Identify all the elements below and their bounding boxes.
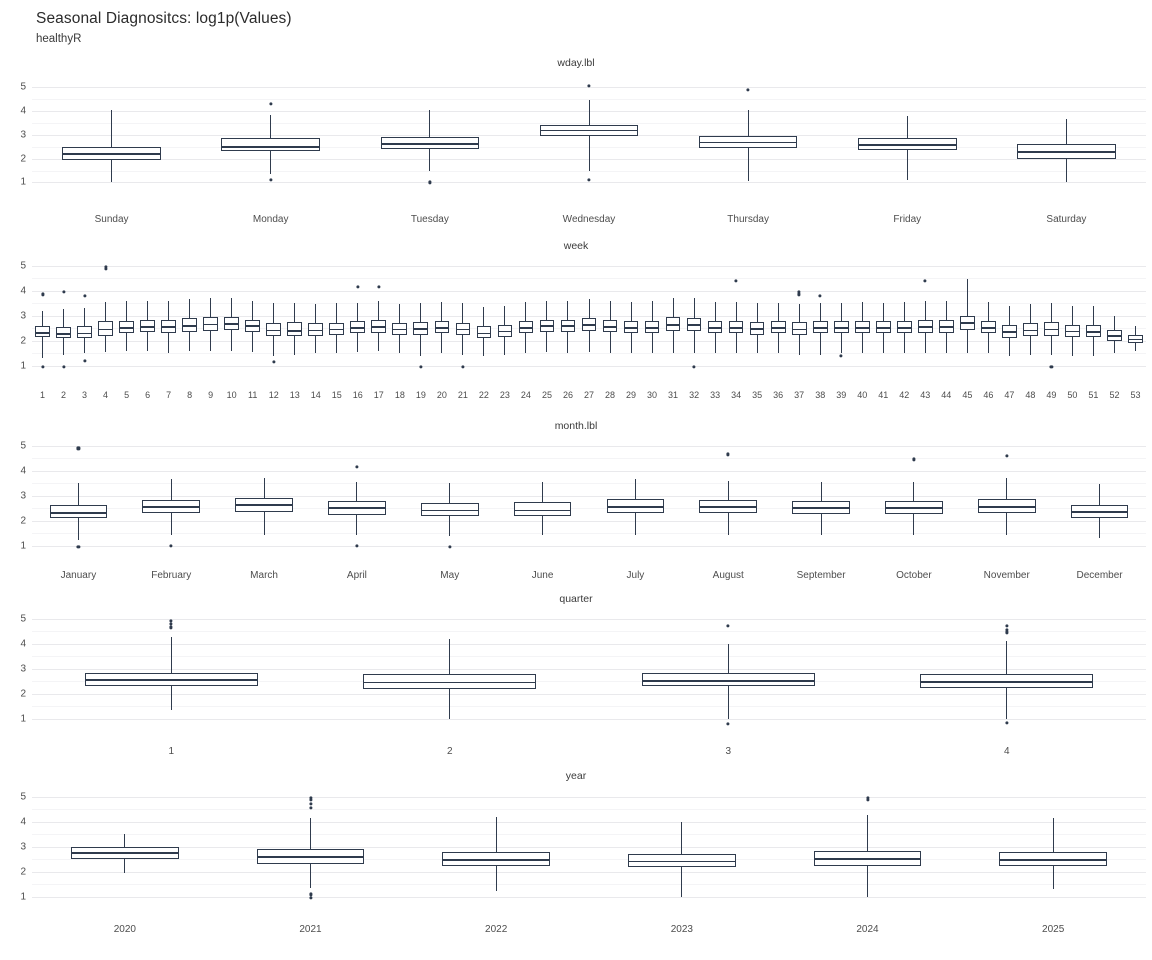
x-axis-tick-label: May (440, 570, 460, 581)
x-axis-tick-label: 17 (373, 390, 384, 400)
x-axis-tick-label: 3 (725, 746, 732, 757)
facet-strip-label: year (565, 770, 587, 782)
x-axis-tick-label: Monday (252, 214, 289, 225)
x-axis-tick-label: October (896, 570, 932, 581)
x-axis-tick-label: 13 (289, 390, 300, 400)
x-axis-tick-label: 2024 (856, 924, 879, 935)
x-axis-tick-label: April (346, 570, 367, 581)
x-axis-tick-label: 1 (39, 390, 46, 400)
x-axis-tick-label: 23 (499, 390, 510, 400)
y-axis-tick-label: 3 (20, 663, 26, 675)
x-axis-tick-label: 42 (899, 390, 910, 400)
x-axis-tick-label: 2023 (670, 924, 693, 935)
y-axis-tick-label: 2 (20, 153, 26, 165)
page-subtitle: healthyR (36, 33, 82, 45)
facet-panel (0, 239, 1152, 410)
x-axis-tick-label: 44 (941, 390, 952, 400)
x-axis-tick-label: 26 (562, 390, 573, 400)
plot-area (32, 789, 1146, 907)
y-axis-tick-label: 2 (20, 335, 26, 347)
y-axis-tick-label: 4 (20, 816, 26, 828)
boxplot-box (32, 789, 1146, 907)
x-axis-tick-label: 39 (836, 390, 847, 400)
x-axis-tick-label: 4 (103, 390, 109, 400)
y-axis-tick-label: 5 (20, 81, 26, 93)
y-axis-tick-label: 3 (20, 841, 26, 853)
x-axis-tick-label: 46 (983, 390, 994, 400)
facet-strip-label: month.lbl (554, 420, 598, 432)
y-axis-tick-label: 5 (20, 791, 26, 803)
x-axis-tick-label: 38 (815, 390, 826, 400)
x-axis-tick-label: 31 (668, 390, 679, 400)
plot-area (32, 438, 1146, 556)
x-axis-tick-label: August (712, 570, 744, 581)
median-line (920, 681, 1093, 683)
page-title: Seasonal Diagnositcs: log1p(Values) (36, 10, 292, 27)
x-axis-tick-label: 15 (331, 390, 342, 400)
facet-panel (0, 56, 1152, 234)
x-axis-tick-label: 24 (520, 390, 531, 400)
y-axis-tick-label: 5 (20, 260, 26, 272)
facet-panel (0, 769, 1152, 944)
x-axis-tick-label: 35 (752, 390, 763, 400)
facet-panel (0, 419, 1152, 590)
median-line (1128, 339, 1143, 341)
x-axis-tick-label: 12 (268, 390, 279, 400)
x-axis-tick-label: Thursday (727, 214, 769, 225)
x-axis-tick-label: 8 (187, 390, 193, 400)
x-axis-tick-label: 50 (1067, 390, 1078, 400)
y-axis-tick-label: 4 (20, 285, 26, 297)
y-axis-tick-label: 1 (20, 540, 26, 552)
y-axis-tick-label: 1 (20, 891, 26, 903)
x-axis-tick-label: Friday (893, 214, 922, 225)
x-axis-tick-label: Tuesday (410, 214, 449, 225)
x-axis-tick-label: 11 (248, 390, 258, 400)
x-axis-tick-label: 48 (1025, 390, 1036, 400)
y-axis-tick-label: 5 (20, 613, 26, 625)
y-axis-tick-label: 2 (20, 515, 26, 527)
x-axis-tick-label: 5 (124, 390, 130, 400)
x-axis-tick-label: 25 (541, 390, 552, 400)
x-axis-tick-label: September (796, 570, 846, 581)
x-axis-tick-label: 16 (352, 390, 363, 400)
x-axis-tick-label: 51 (1088, 390, 1099, 400)
boxplot-box (32, 80, 1146, 192)
x-axis-tick-label: 7 (166, 390, 172, 400)
x-axis-tick-label: 2 (446, 746, 453, 757)
y-axis-tick-label: 2 (20, 688, 26, 700)
facet-strip-label: wday.lbl (557, 57, 595, 69)
x-axis-tick-label: 29 (626, 390, 637, 400)
facet-strip-label: week (563, 240, 589, 252)
x-axis-tick-label: 33 (710, 390, 721, 400)
x-axis-tick-label: 41 (878, 390, 889, 400)
x-axis-tick-label: 6 (145, 390, 151, 400)
x-axis-tick-label: 37 (794, 390, 805, 400)
boxplot-box (32, 258, 1146, 376)
x-axis-tick-label: 14 (310, 390, 321, 400)
x-axis-tick-label: 18 (394, 390, 405, 400)
y-axis-tick-label: 1 (20, 176, 26, 188)
x-axis-tick-label: November (983, 570, 1030, 581)
y-axis-tick-label: 2 (20, 866, 26, 878)
median-line (999, 859, 1107, 861)
facet-strip-label: quarter (559, 593, 593, 605)
x-axis-tick-label: July (626, 570, 645, 581)
x-axis-tick-label: 36 (773, 390, 784, 400)
x-axis-tick-label: 40 (857, 390, 868, 400)
x-axis-tick-label: 2021 (299, 924, 322, 935)
y-axis-tick-label: 4 (20, 105, 26, 117)
plot-area (32, 80, 1146, 192)
x-axis-tick-label: 2020 (113, 924, 136, 935)
x-axis-tick-label: 2025 (1042, 924, 1065, 935)
x-axis-tick-label: 32 (689, 390, 700, 400)
plot-area (32, 611, 1146, 729)
outlier-point (1005, 721, 1008, 724)
y-axis-tick-label: 4 (20, 465, 26, 477)
x-axis-tick-label: Saturday (1046, 214, 1087, 225)
x-axis-tick-label: 28 (605, 390, 616, 400)
x-axis-tick-label: March (250, 570, 278, 581)
x-axis-tick-label: June (531, 570, 554, 581)
y-axis-tick-label: 5 (20, 440, 26, 452)
x-axis-tick-label: 34 (731, 390, 742, 400)
y-axis-tick-label: 1 (20, 360, 26, 372)
outlier-point (1005, 631, 1008, 634)
facet-panel (0, 592, 1152, 766)
x-axis-tick-label: 2 (61, 390, 67, 400)
outlier-point (1005, 624, 1008, 627)
x-axis-tick-label: February (151, 570, 192, 581)
x-axis-tick-label: 10 (226, 390, 237, 400)
x-axis-tick-label: 47 (1004, 390, 1015, 400)
x-axis-tick-label: 43 (920, 390, 931, 400)
y-axis-tick-label: 3 (20, 310, 26, 322)
boxplot-box (32, 611, 1146, 729)
x-axis-tick-label: 52 (1109, 390, 1120, 400)
median-line (1071, 511, 1129, 513)
y-axis-tick-label: 3 (20, 129, 26, 141)
plot-area (32, 258, 1146, 376)
y-axis-tick-label: 3 (20, 490, 26, 502)
x-axis-tick-label: 49 (1046, 390, 1057, 400)
x-axis-tick-label: 20 (436, 390, 447, 400)
x-axis-tick-label: Wednesday (562, 214, 616, 225)
x-axis-tick-label: January (60, 570, 97, 581)
median-line (1017, 151, 1116, 153)
boxplot-box (32, 438, 1146, 556)
x-axis-tick-label: 21 (457, 390, 468, 400)
x-axis-tick-label: 19 (415, 390, 426, 400)
x-axis-tick-label: 22 (478, 390, 489, 400)
x-axis-tick-label: 9 (208, 390, 214, 400)
x-axis-tick-label: December (1076, 570, 1123, 581)
y-axis-tick-label: 4 (20, 638, 26, 650)
x-axis-tick-label: 30 (647, 390, 658, 400)
y-axis-tick-label: 1 (20, 713, 26, 725)
x-axis-tick-label: 3 (82, 390, 88, 400)
x-axis-tick-label: 53 (1130, 390, 1141, 400)
x-axis-tick-label: 4 (1003, 746, 1010, 757)
x-axis-tick-label: 2022 (485, 924, 508, 935)
x-axis-tick-label: 45 (962, 390, 973, 400)
x-axis-tick-label: 27 (583, 390, 595, 400)
x-axis-tick-label: 1 (168, 746, 175, 757)
x-axis-tick-label: Sunday (94, 214, 129, 225)
